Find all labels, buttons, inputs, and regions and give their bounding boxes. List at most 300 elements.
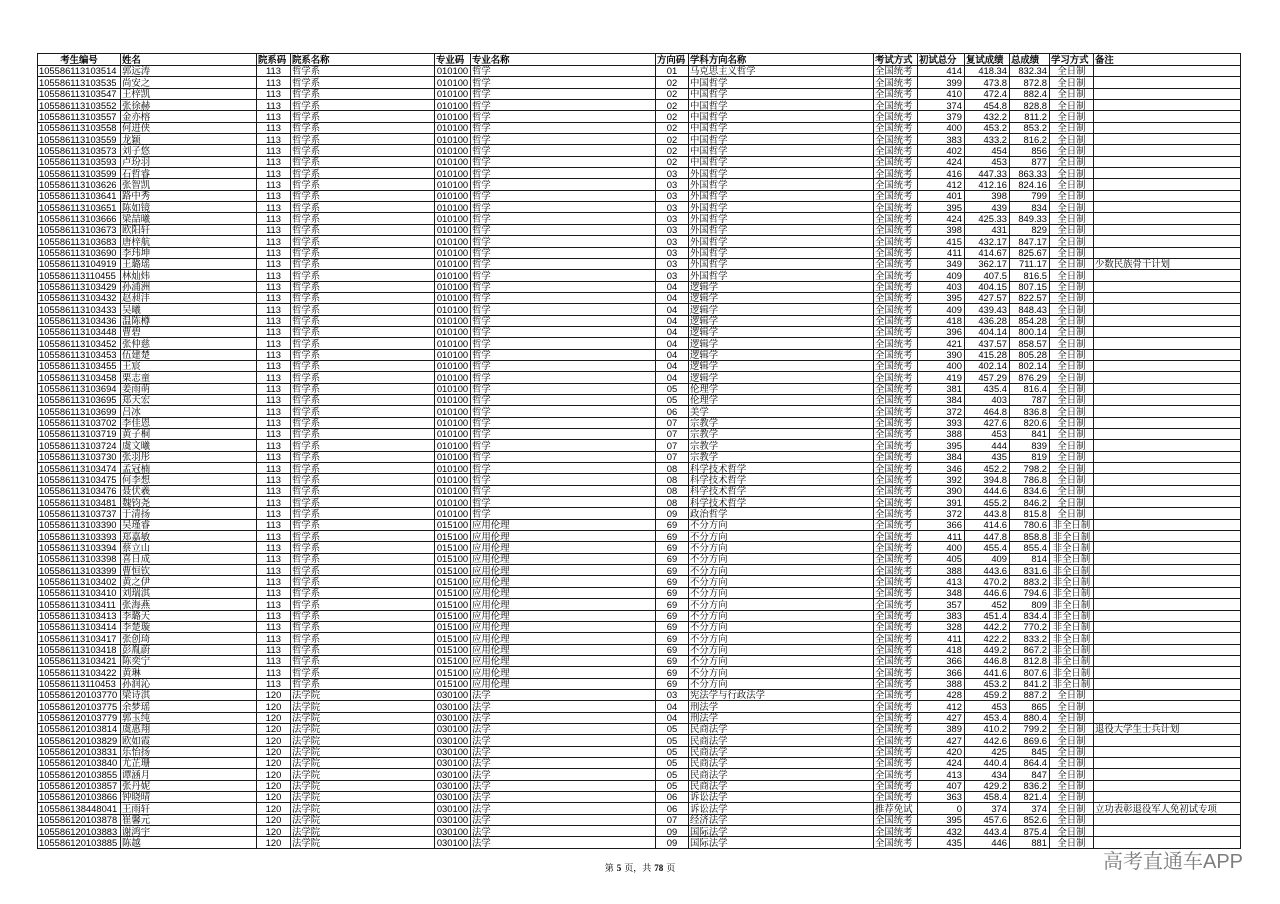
cell-remark <box>1094 474 1241 485</box>
cell-prelim-score: 420 <box>918 747 965 758</box>
cell-exam-type: 全国统考 <box>874 213 918 224</box>
cell-retest-score: 464.8 <box>965 406 1010 417</box>
cell-dept-code: 113 <box>257 111 291 122</box>
cell-direction-code: 09 <box>656 508 689 519</box>
cell-total-score: 825.67 <box>1010 248 1050 259</box>
cell-direction-code: 02 <box>656 77 689 88</box>
cell-major-code: 015100 <box>435 679 471 690</box>
cell-major-name: 哲学 <box>471 236 656 247</box>
cell-direction-code: 69 <box>656 588 689 599</box>
cell-prelim-score: 346 <box>918 463 965 474</box>
cell-direction-name: 中国哲学 <box>689 134 874 145</box>
cell-candidate-id: 105586113103683 <box>38 236 121 247</box>
cell-dept-name: 法学院 <box>291 826 435 837</box>
cell-retest-score: 449.2 <box>965 645 1010 656</box>
cell-retest-score: 452 <box>965 599 1010 610</box>
cell-remark <box>1094 633 1241 644</box>
cell-direction-name: 民商法学 <box>689 724 874 735</box>
cell-direction-name: 刑法学 <box>689 701 874 712</box>
cell-candidate-id: 105586113103398 <box>38 554 121 565</box>
cell-direction-name: 国际法学 <box>689 826 874 837</box>
cell-direction-name: 民商法学 <box>689 758 874 769</box>
cell-remark <box>1094 384 1241 395</box>
table-row <box>38 293 1241 304</box>
cell-dept-name: 法学院 <box>291 769 435 780</box>
cell-dept-code: 120 <box>257 724 291 735</box>
cell-direction-name: 民商法学 <box>689 747 874 758</box>
cell-major-code: 030100 <box>435 690 471 701</box>
cell-direction-name: 逻辑学 <box>689 327 874 338</box>
cell-total-score: 794.6 <box>1010 588 1050 599</box>
cell-study-mode: 全日制 <box>1050 758 1094 769</box>
cell-direction-name: 诉讼法学 <box>689 803 874 814</box>
cell-major-name: 哲学 <box>471 395 656 406</box>
cell-exam-type: 全国统考 <box>874 316 918 327</box>
cell-retest-score: 398 <box>965 191 1010 202</box>
cell-dept-name: 哲学系 <box>291 611 435 622</box>
cell-candidate-id: 105586113103475 <box>38 474 121 485</box>
cell-exam-type: 全国统考 <box>874 293 918 304</box>
header-retest-score: 复试成绩 <box>965 54 1010 66</box>
cell-name: 孙润沁 <box>121 679 257 690</box>
cell-remark <box>1094 531 1241 542</box>
cell-major-name: 法学 <box>471 792 656 803</box>
cell-retest-score: 473.8 <box>965 77 1010 88</box>
cell-total-score: 849.33 <box>1010 213 1050 224</box>
cell-study-mode: 全日制 <box>1050 100 1094 111</box>
cell-direction-name: 不分方向 <box>689 679 874 690</box>
cell-exam-type: 全国统考 <box>874 554 918 565</box>
cell-exam-type: 全国统考 <box>874 724 918 735</box>
cell-direction-code: 69 <box>656 531 689 542</box>
cell-direction-name: 中国哲学 <box>689 123 874 134</box>
cell-retest-score: 429.2 <box>965 781 1010 792</box>
cell-major-name: 法学 <box>471 769 656 780</box>
cell-major-code: 030100 <box>435 701 471 712</box>
cell-direction-code: 03 <box>656 248 689 259</box>
cell-direction-name: 不分方向 <box>689 542 874 553</box>
cell-candidate-id: 105586113103476 <box>38 486 121 497</box>
cell-major-name: 哲学 <box>471 282 656 293</box>
cell-total-score: 820.6 <box>1010 418 1050 429</box>
cell-total-score: 855.4 <box>1010 542 1050 553</box>
cell-dept-code: 113 <box>257 645 291 656</box>
cell-retest-score: 446.8 <box>965 656 1010 667</box>
cell-prelim-score: 414 <box>918 66 965 77</box>
cell-exam-type: 全国统考 <box>874 168 918 179</box>
cell-dept-name: 哲学系 <box>291 134 435 145</box>
cell-dept-code: 113 <box>257 145 291 156</box>
cell-dept-name: 哲学系 <box>291 440 435 451</box>
cell-name: 刘子悠 <box>121 145 257 156</box>
cell-prelim-score: 411 <box>918 248 965 259</box>
cell-exam-type: 全国统考 <box>874 531 918 542</box>
cell-study-mode: 全日制 <box>1050 361 1094 372</box>
cell-dept-code: 113 <box>257 429 291 440</box>
cell-exam-type: 全国统考 <box>874 282 918 293</box>
cell-direction-name: 不分方向 <box>689 599 874 610</box>
cell-name: 魏钧尧 <box>121 497 257 508</box>
cell-direction-name: 中国哲学 <box>689 89 874 100</box>
cell-name: 伍建楚 <box>121 350 257 361</box>
cell-remark <box>1094 508 1241 519</box>
cell-direction-name: 逻辑学 <box>689 338 874 349</box>
cell-candidate-id: 105586113103719 <box>38 429 121 440</box>
cell-retest-score: 432.2 <box>965 111 1010 122</box>
cell-direction-name: 外国哲学 <box>689 236 874 247</box>
cell-direction-code: 69 <box>656 679 689 690</box>
cell-dept-name: 法学院 <box>291 792 435 803</box>
cell-retest-score: 425 <box>965 747 1010 758</box>
cell-name: 赵昶沣 <box>121 293 257 304</box>
cell-prelim-score: 424 <box>918 213 965 224</box>
cell-study-mode: 全日制 <box>1050 781 1094 792</box>
cell-dept-name: 哲学系 <box>291 145 435 156</box>
cell-dept-code: 113 <box>257 599 291 610</box>
cell-study-mode: 全日制 <box>1050 486 1094 497</box>
cell-exam-type: 全国统考 <box>874 633 918 644</box>
cell-remark <box>1094 395 1241 406</box>
cell-candidate-id: 105586113110453 <box>38 679 121 690</box>
cell-total-score: 846.2 <box>1010 497 1050 508</box>
cell-total-score: 856 <box>1010 145 1050 156</box>
cell-major-code: 010100 <box>435 157 471 168</box>
cell-dept-name: 法学院 <box>291 758 435 769</box>
cell-major-code: 010100 <box>435 123 471 134</box>
cell-prelim-score: 419 <box>918 372 965 383</box>
cell-retest-score: 404.15 <box>965 282 1010 293</box>
table-row <box>38 588 1241 599</box>
cell-major-name: 应用伦理 <box>471 656 656 667</box>
cell-major-code: 015100 <box>435 667 471 678</box>
cell-major-code: 010100 <box>435 452 471 463</box>
cell-direction-code: 69 <box>656 645 689 656</box>
cell-direction-name: 民商法学 <box>689 735 874 746</box>
cell-study-mode: 非全日制 <box>1050 565 1094 576</box>
table-row <box>38 463 1241 474</box>
cell-major-code: 030100 <box>435 803 471 814</box>
cell-total-score: 852.6 <box>1010 815 1050 826</box>
cell-study-mode: 全日制 <box>1050 701 1094 712</box>
cell-retest-score: 458.4 <box>965 792 1010 803</box>
cell-prelim-score: 389 <box>918 724 965 735</box>
cell-dept-name: 哲学系 <box>291 191 435 202</box>
header-direction-name: 学科方向名称 <box>689 54 874 66</box>
cell-exam-type: 全国统考 <box>874 100 918 111</box>
cell-study-mode: 非全日制 <box>1050 679 1094 690</box>
cell-candidate-id: 105586113103411 <box>38 599 121 610</box>
cell-name: 孟冠楠 <box>121 463 257 474</box>
cell-dept-name: 哲学系 <box>291 350 435 361</box>
cell-dept-code: 113 <box>257 168 291 179</box>
cell-name: 尚安之 <box>121 77 257 88</box>
cell-prelim-score: 427 <box>918 735 965 746</box>
cell-dept-name: 哲学系 <box>291 474 435 485</box>
cell-dept-code: 120 <box>257 826 291 837</box>
cell-major-code: 015100 <box>435 622 471 633</box>
cell-exam-type: 全国统考 <box>874 474 918 485</box>
cell-dept-code: 113 <box>257 157 291 168</box>
cell-study-mode: 全日制 <box>1050 372 1094 383</box>
cell-direction-name: 中国哲学 <box>689 111 874 122</box>
cell-exam-type: 全国统考 <box>874 259 918 270</box>
cell-candidate-id: 105586113103390 <box>38 520 121 531</box>
cell-exam-type: 全国统考 <box>874 826 918 837</box>
cell-major-code: 010100 <box>435 111 471 122</box>
cell-total-score: 864.4 <box>1010 758 1050 769</box>
cell-dept-name: 法学院 <box>291 815 435 826</box>
table-row <box>38 667 1241 678</box>
cell-exam-type: 全国统考 <box>874 542 918 553</box>
cell-major-code: 030100 <box>435 724 471 735</box>
cell-total-score: 854.28 <box>1010 316 1050 327</box>
cell-study-mode: 全日制 <box>1050 89 1094 100</box>
cell-prelim-score: 393 <box>918 418 965 429</box>
cell-candidate-id: 105586113103514 <box>38 66 121 77</box>
cell-dept-name: 哲学系 <box>291 406 435 417</box>
cell-prelim-score: 415 <box>918 236 965 247</box>
cell-direction-name: 伦理学 <box>689 384 874 395</box>
header-candidate-id: 考生编号 <box>38 54 121 66</box>
cell-dept-name: 哲学系 <box>291 270 435 281</box>
table-row <box>38 100 1241 111</box>
cell-exam-type: 全国统考 <box>874 690 918 701</box>
header-study-mode: 学习方式 <box>1050 54 1094 66</box>
cell-prelim-score: 395 <box>918 293 965 304</box>
cell-study-mode: 全日制 <box>1050 406 1094 417</box>
cell-study-mode: 全日制 <box>1050 248 1094 259</box>
table-row <box>38 622 1241 633</box>
cell-prelim-score: 395 <box>918 815 965 826</box>
cell-retest-score: 454.8 <box>965 100 1010 111</box>
cell-direction-code: 03 <box>656 202 689 213</box>
cell-dept-code: 113 <box>257 384 291 395</box>
table-row <box>38 452 1241 463</box>
cell-major-name: 应用伦理 <box>471 599 656 610</box>
cell-name: 金亦榕 <box>121 111 257 122</box>
cell-remark <box>1094 282 1241 293</box>
cell-direction-name: 不分方向 <box>689 622 874 633</box>
cell-dept-code: 113 <box>257 372 291 383</box>
cell-direction-code: 07 <box>656 452 689 463</box>
cell-name: 吴瑾睿 <box>121 520 257 531</box>
cell-prelim-score: 395 <box>918 440 965 451</box>
cell-dept-code: 120 <box>257 690 291 701</box>
cell-name: 尤芷珊 <box>121 758 257 769</box>
cell-total-score: 841.2 <box>1010 679 1050 690</box>
cell-total-score: 848.43 <box>1010 304 1050 315</box>
cell-name: 蔡立山 <box>121 542 257 553</box>
cell-total-score: 887.2 <box>1010 690 1050 701</box>
cell-total-score: 780.6 <box>1010 520 1050 531</box>
cell-total-score: 812.8 <box>1010 656 1050 667</box>
cell-direction-code: 05 <box>656 724 689 735</box>
cell-direction-code: 07 <box>656 429 689 440</box>
cell-prelim-score: 421 <box>918 338 965 349</box>
cell-candidate-id: 105586113103599 <box>38 168 121 179</box>
cell-remark <box>1094 111 1241 122</box>
cell-study-mode: 全日制 <box>1050 418 1094 429</box>
cell-major-name: 哲学 <box>471 338 656 349</box>
cell-remark <box>1094 486 1241 497</box>
table-row <box>38 191 1241 202</box>
cell-remark <box>1094 713 1241 724</box>
cell-dept-name: 法学院 <box>291 701 435 712</box>
cell-name: 陈奕宁 <box>121 656 257 667</box>
cell-major-name: 应用伦理 <box>471 542 656 553</box>
cell-major-code: 010100 <box>435 338 471 349</box>
cell-dept-code: 113 <box>257 463 291 474</box>
cell-direction-code: 69 <box>656 667 689 678</box>
table-header-row <box>38 54 1241 66</box>
cell-candidate-id: 105586113103690 <box>38 248 121 259</box>
cell-major-name: 哲学 <box>471 418 656 429</box>
cell-remark <box>1094 213 1241 224</box>
cell-retest-score: 427.57 <box>965 293 1010 304</box>
cell-dept-code: 113 <box>257 508 291 519</box>
cell-major-code: 010100 <box>435 395 471 406</box>
cell-study-mode: 全日制 <box>1050 168 1094 179</box>
cell-dept-code: 120 <box>257 781 291 792</box>
cell-name: 郭远涛 <box>121 66 257 77</box>
cell-direction-code: 04 <box>656 701 689 712</box>
cell-candidate-id: 105586113103547 <box>38 89 121 100</box>
cell-candidate-id: 105586120103883 <box>38 826 121 837</box>
cell-dept-name: 哲学系 <box>291 77 435 88</box>
cell-name: 曹恒钦 <box>121 565 257 576</box>
cell-name: 王雨轩 <box>121 803 257 814</box>
cell-major-name: 哲学 <box>471 225 656 236</box>
cell-remark <box>1094 645 1241 656</box>
cell-major-name: 哲学 <box>471 361 656 372</box>
table-row <box>38 202 1241 213</box>
header-major-name: 专业名称 <box>471 54 656 66</box>
cell-dept-code: 113 <box>257 248 291 259</box>
cell-direction-name: 不分方向 <box>689 656 874 667</box>
cell-direction-name: 外国哲学 <box>689 168 874 179</box>
cell-candidate-id: 105586120103779 <box>38 713 121 724</box>
cell-exam-type: 全国统考 <box>874 361 918 372</box>
cell-candidate-id: 105586113103433 <box>38 304 121 315</box>
cell-major-name: 哲学 <box>471 111 656 122</box>
cell-exam-type: 全国统考 <box>874 418 918 429</box>
cell-major-code: 010100 <box>435 179 471 190</box>
cell-major-name: 哲学 <box>471 429 656 440</box>
cell-retest-score: 403 <box>965 395 1010 406</box>
cell-exam-type: 全国统考 <box>874 747 918 758</box>
cell-direction-code: 02 <box>656 123 689 134</box>
cell-total-score: 869.6 <box>1010 735 1050 746</box>
cell-dept-code: 113 <box>257 338 291 349</box>
cell-direction-code: 03 <box>656 225 689 236</box>
cell-prelim-score: 390 <box>918 350 965 361</box>
cell-total-score: 877 <box>1010 157 1050 168</box>
cell-major-code: 010100 <box>435 350 471 361</box>
cell-name: 刘瑞淇 <box>121 588 257 599</box>
cell-dept-code: 120 <box>257 815 291 826</box>
cell-major-code: 010100 <box>435 259 471 270</box>
table-row <box>38 157 1241 168</box>
cell-retest-score: 402.14 <box>965 361 1010 372</box>
cell-retest-score: 457.6 <box>965 815 1010 826</box>
cell-retest-score: 439.43 <box>965 304 1010 315</box>
cell-candidate-id: 105586113103651 <box>38 202 121 213</box>
cell-study-mode: 非全日制 <box>1050 554 1094 565</box>
cell-retest-score: 447.8 <box>965 531 1010 542</box>
cell-total-score: 867.2 <box>1010 645 1050 656</box>
cell-study-mode: 全日制 <box>1050 837 1094 848</box>
cell-direction-code: 03 <box>656 690 689 701</box>
table-row <box>38 803 1241 814</box>
cell-total-score: 847.17 <box>1010 236 1050 247</box>
cell-name: 张羽彤 <box>121 452 257 463</box>
cell-candidate-id: 105586113104919 <box>38 259 121 270</box>
table-row <box>38 792 1241 803</box>
cell-exam-type: 全国统考 <box>874 157 918 168</box>
cell-retest-score: 412.16 <box>965 179 1010 190</box>
cell-remark <box>1094 418 1241 429</box>
cell-study-mode: 非全日制 <box>1050 622 1094 633</box>
cell-remark <box>1094 429 1241 440</box>
cell-direction-code: 03 <box>656 191 689 202</box>
cell-dept-code: 113 <box>257 304 291 315</box>
cell-dept-name: 哲学系 <box>291 361 435 372</box>
cell-name: 张智凯 <box>121 179 257 190</box>
cell-exam-type: 全国统考 <box>874 338 918 349</box>
cell-major-code: 010100 <box>435 372 471 383</box>
cell-retest-score: 444 <box>965 440 1010 451</box>
cell-direction-code: 69 <box>656 622 689 633</box>
cell-name: 卢玢羽 <box>121 157 257 168</box>
cell-direction-code: 05 <box>656 758 689 769</box>
cell-total-score: 853.2 <box>1010 123 1050 134</box>
cell-study-mode: 非全日制 <box>1050 531 1094 542</box>
cell-study-mode: 非全日制 <box>1050 633 1094 644</box>
cell-exam-type: 全国统考 <box>874 191 918 202</box>
table-row <box>38 145 1241 156</box>
cell-exam-type: 全国统考 <box>874 202 918 213</box>
cell-major-code: 010100 <box>435 440 471 451</box>
cell-direction-code: 04 <box>656 372 689 383</box>
cell-dept-name: 哲学系 <box>291 531 435 542</box>
cell-total-score: 822.57 <box>1010 293 1050 304</box>
cell-study-mode: 非全日制 <box>1050 520 1094 531</box>
table-row <box>38 89 1241 100</box>
cell-retest-score: 435 <box>965 452 1010 463</box>
cell-major-name: 应用伦理 <box>471 576 656 587</box>
cell-exam-type: 全国统考 <box>874 372 918 383</box>
cell-remark <box>1094 179 1241 190</box>
cell-candidate-id: 105586113103413 <box>38 611 121 622</box>
table-row <box>38 599 1241 610</box>
cell-total-score: 809 <box>1010 599 1050 610</box>
cell-prelim-score: 328 <box>918 622 965 633</box>
cell-remark <box>1094 225 1241 236</box>
cell-prelim-score: 411 <box>918 531 965 542</box>
cell-direction-code: 04 <box>656 282 689 293</box>
table-row <box>38 769 1241 780</box>
cell-prelim-score: 413 <box>918 576 965 587</box>
cell-study-mode: 全日制 <box>1050 384 1094 395</box>
cell-direction-name: 中国哲学 <box>689 145 874 156</box>
cell-prelim-score: 383 <box>918 134 965 145</box>
cell-prelim-score: 401 <box>918 191 965 202</box>
cell-direction-name: 外国哲学 <box>689 179 874 190</box>
cell-study-mode: 非全日制 <box>1050 611 1094 622</box>
cell-exam-type: 全国统考 <box>874 611 918 622</box>
cell-dept-name: 哲学系 <box>291 111 435 122</box>
cell-major-code: 010100 <box>435 270 471 281</box>
